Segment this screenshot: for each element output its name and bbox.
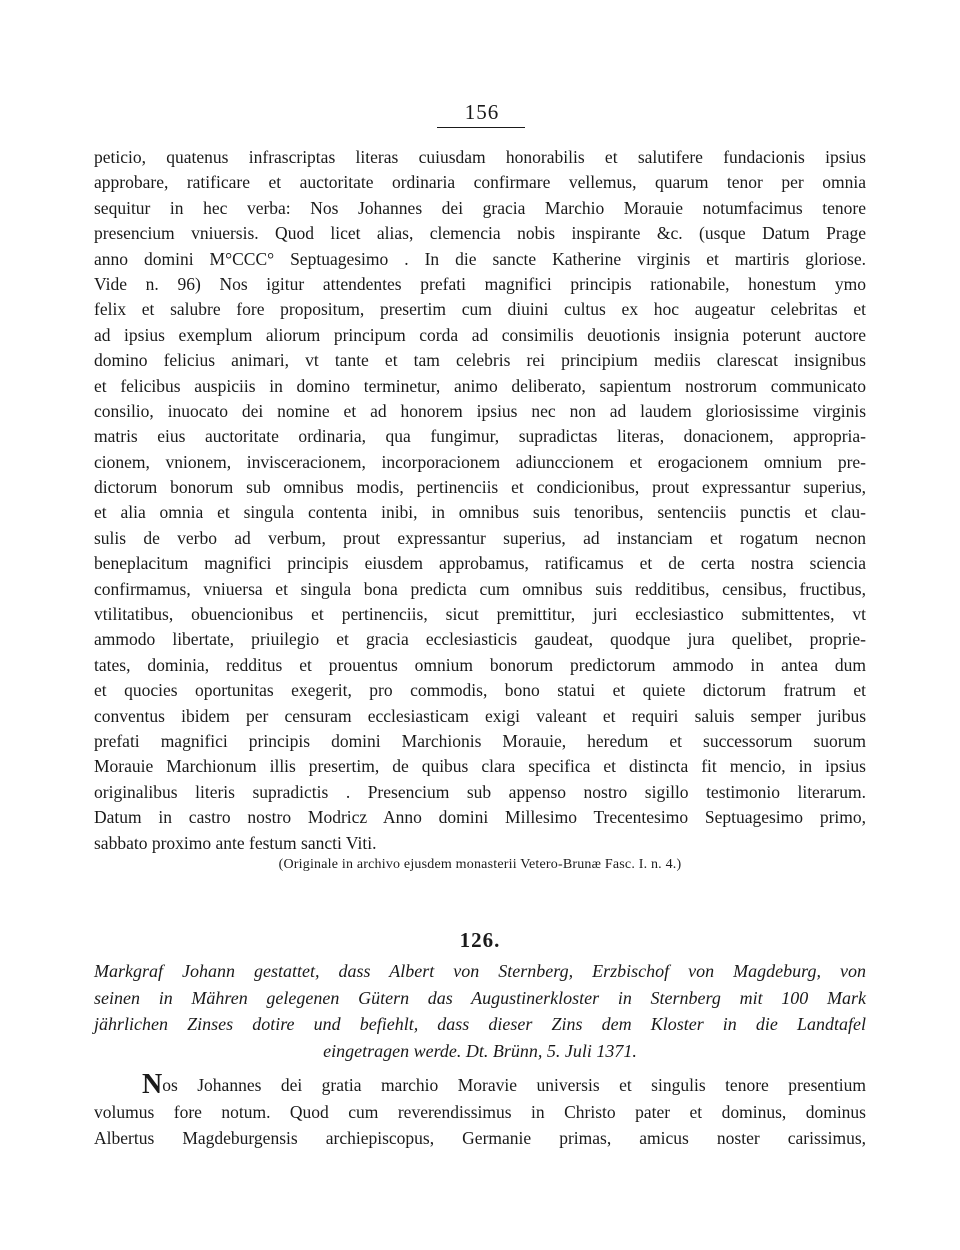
text-line: sequitur in hec verba: Nos Johannes dei gracia Marchio Morauie notumfacimus tenore: [94, 197, 866, 218]
text-line: confirmamus, vniuersa et singula bona predicta cum omnibus suis redditibus, censibus, fructibus,: [94, 578, 866, 599]
text-line: ammodo libertate, priuilegio et gracia ecclesiasticis gaudeat, quodque jura quelibet, proprie-: [94, 629, 866, 650]
summary-line: eingetragen werde. Dt. Brünn, 5. Juli 1371.: [323, 1040, 637, 1061]
text-line: Datum in castro nostro Modricz Anno domini Millesimo Trecentesimo Septuagesimo primo,: [94, 807, 866, 828]
summary-line: Markgraf Johann gestattet, dass Albert von Sternberg, Erzbischof von Magdeburg, von: [94, 961, 866, 981]
text-line: prefati magnifici principis domini Marchionis Morauie, heredum et successorum suorum: [94, 730, 866, 751]
text-line: beneplacitum magnifici principis eiusdem approbamus, ratificamus et de certa nostra sciencia: [94, 553, 866, 574]
text-line: originalibus literis supradictis . Presencium sub appenso nostro sigillo testimonio literarum.: [94, 781, 866, 802]
text-line: sulis de verbo ad verbum, prout expressantur superius, ad instanciam et rogatum necnon: [94, 527, 866, 548]
text-line: ad ipsius exemplum aliorum principum corda ad consimilis deuotionis insignia poterunt auctore: [94, 324, 866, 345]
page-number-rule: [437, 127, 525, 128]
text-line: matris eius auctoritate ordinaria, qua fungimur, supradictas literas, donacionem, appropria-: [94, 426, 866, 447]
text-line: et quocies oportunitas exegerit, pro commodis, bono statui et quiete dictorum fratrum et: [94, 680, 866, 701]
summary-line: seinen in Mähren gelegenen Gütern das Augustinerkloster in Sternberg mit 100 Mark: [94, 987, 866, 1008]
page-number: 156: [464, 100, 500, 124]
charter-text: [94, 1069, 866, 1152]
charter-line: volumus fore notum. Quod cum reverendissimus in Christo pater et dominus, dominus: [94, 1101, 866, 1122]
text-line: et alia omnia et singula contenta inibi, in omnibus suis tenoribus, sentenciis punctis et clau-: [94, 502, 866, 523]
charter-first-line-text: os Johannes dei gratia marchio Moravie universis et singulis tenore presentium: [162, 1075, 866, 1095]
text-line: dictorum bonorum sub omnibus modis, pertinenciis et condicionibus, prout expressantur superius,: [94, 477, 866, 498]
charter-first-line: [94, 1069, 866, 1100]
text-line: vtilitatibus, obuencionibus et pertinenciis, sicut premittitur, juri ecclesiastico submittentes, vt: [94, 604, 866, 625]
continued-charter-text: [94, 145, 866, 856]
charter-line: Albertus Magdeburgensis archiepiscopus, Germanie primas, amicus noster carissimus,: [94, 1128, 866, 1148]
text-line: anno domini M°CCC° Septuagesimo . In die sancte Katherine virginis et martiris gloriose.: [94, 248, 866, 269]
summary-line: jährlichen Zinses dotire und befiehlt, dass dieser Zins dem Kloster in die Landtafel: [94, 1014, 866, 1034]
text-line: presencium vniuersis. Quod licet alias, clemencia nobis inspirante &c. (usque Datum Prage: [94, 223, 866, 244]
text-line: peticio, quatenus infrascriptas literas cuiusdam honorabilis et salutifere fundacionis ipsius: [94, 147, 866, 167]
archive-source-note: (Originale in archivo ejusdem monasterii Vetero-Brunæ Fasc. I. n. 4.): [278, 857, 682, 872]
text-line: et felicibus auspiciis in domino terminetur, animo deliberato, sapientum nostrorum communicato: [94, 375, 866, 396]
text-line: Morauie Marchionum illis presertim, de quibus clara specifica et distincta fit mencio, in ipsius: [94, 756, 866, 777]
drop-initial: N: [142, 1069, 163, 1100]
text-line: cionem, vnionem, invisceracionem, incorporacionem adiunccionem et erogacionem omnium pre-: [94, 451, 866, 472]
text-line: consilio, inuocato dei nomine et ad honorem ipsius nec non ad laudem gloriosissime virginis: [94, 400, 866, 421]
text-line: tates, dominia, redditus et prouentus omnium bonorum predictorum ammodo in antea dum: [94, 654, 866, 675]
text-line: domino felicius animari, vt tante et tam celebris rei principium mediis clarescat insignibus: [94, 350, 866, 371]
text-line: Vide n. 96) Nos igitur attendentes prefati magnifici principis rationabile, honestum ymo: [94, 273, 866, 294]
document-summary: [94, 958, 866, 1064]
text-line: approbare, ratificare et auctoritate ordinaria confirmare vellemus, quarum tenor per omnia: [94, 172, 866, 193]
document-number: 126.: [459, 928, 501, 952]
text-line: conventus ibidem per censuram ecclesiasticam exigi valeant et requiri saluis semper juribus: [94, 705, 866, 726]
text-line: felix et salubre fore propositum, presertim cum diuini cultus ex hoc augeatur celebritas et: [94, 299, 866, 320]
text-line: sabbato proximo ante festum sancti Viti.: [94, 832, 377, 853]
